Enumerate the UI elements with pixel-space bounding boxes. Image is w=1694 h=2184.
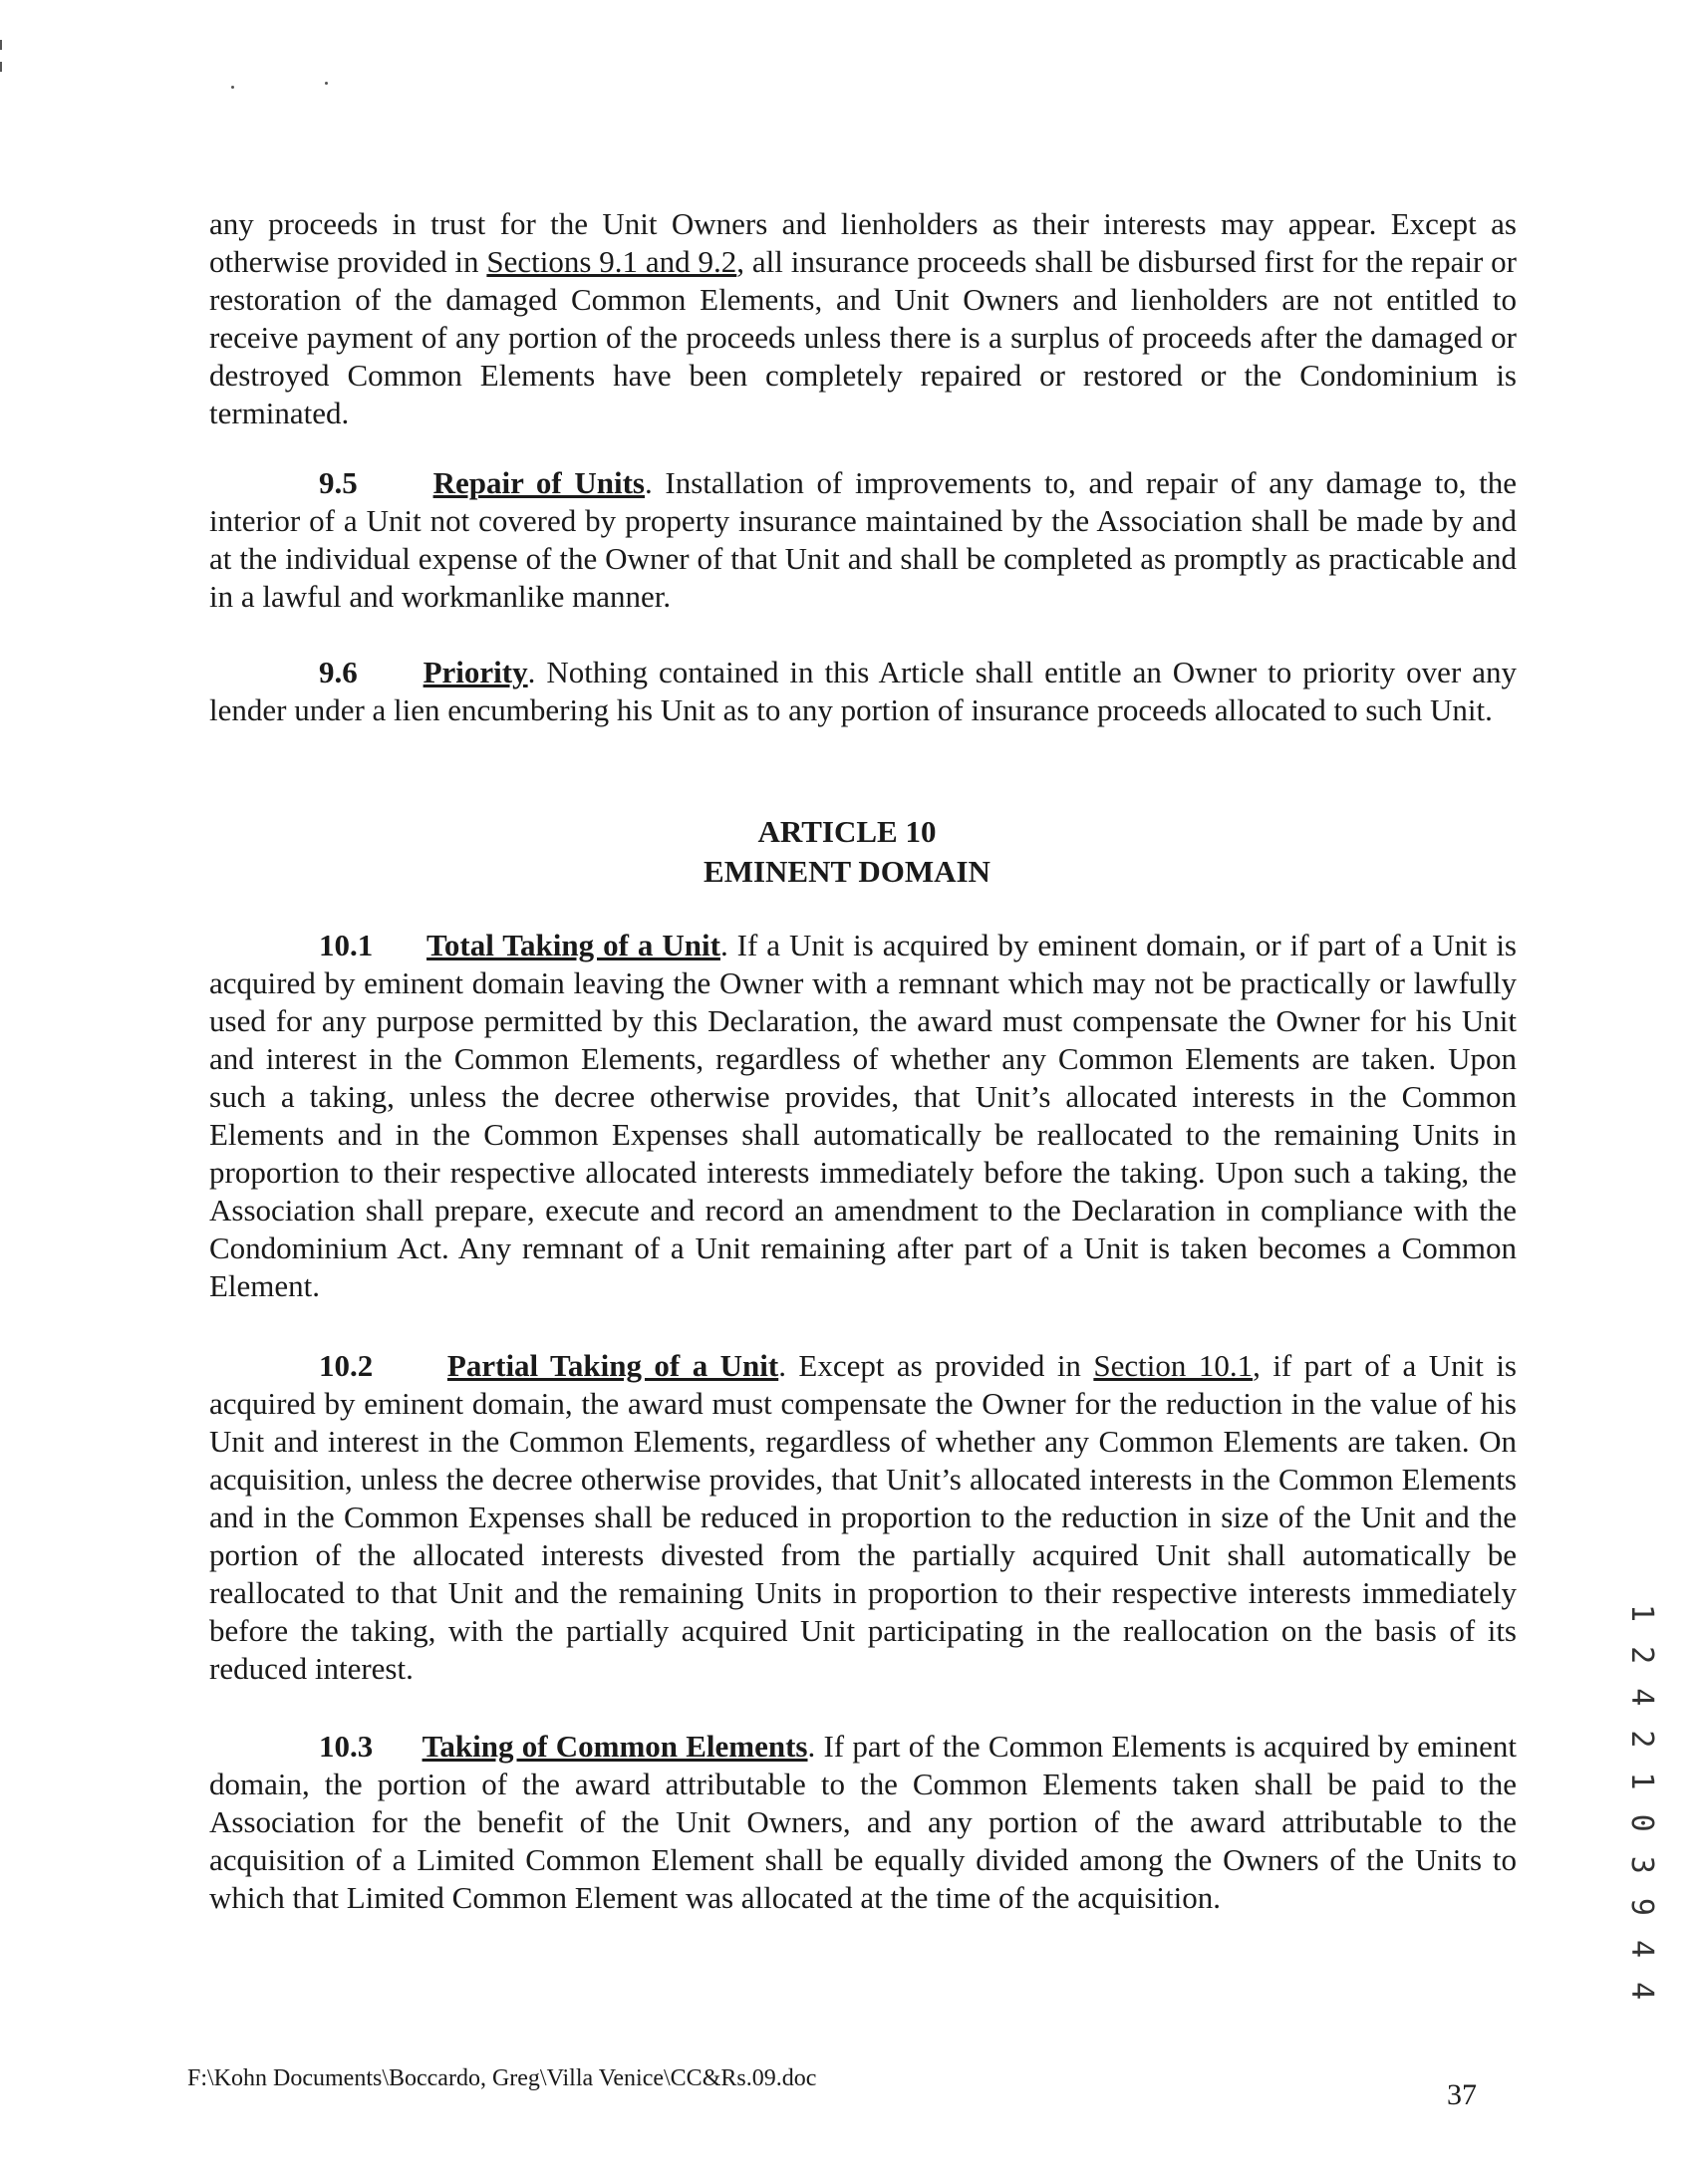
cross-reference-link: Section 10.1 <box>1093 1348 1254 1383</box>
section-number: 10.3 <box>319 1729 374 1764</box>
recording-stamp: 1 2 4 2 1 0 3 9 4 4 <box>1624 1604 1659 2004</box>
footer-file-path: F:\Kohn Documents\Boccardo, Greg\Villa Venice\CC&Rs.09.doc <box>187 2065 817 2091</box>
section-10-2 <box>209 1347 1517 1688</box>
section-text: . Installation of improvements to, and repair of any damage to, the interior of a Unit not covered by property insurance maintained by the Association shall be made by and at the individual expense of the Owner of that Unit and shall be completed as promptly as practicable and in a lawful and workmanlike manner. <box>209 465 1518 614</box>
section-text: . If a Unit is acquired by eminent domain, or if part of a Unit is acquired by eminent domain leaving the Owner with a remnant which may not be practically or lawfully used for any purpose permitted by this Declaration, the award must compensate the Owner for his Unit and interest in the Common Elements, regardless of whether any Common Elements are taken. Upon such a taking, unless the decree otherwise provides, that Unit’s allocated interests in the Common Elements and in the Common Expenses shall automatically be reallocated to the remaining Units in proportion to their respective allocated interests immediately before the taking. Upon such a taking, the Association shall prepare, execute and record an amendment to the Declaration in compliance with the Condominium Act. Any remnant of a Unit remaining after part of a Unit is taken becomes a Common Element. <box>209 928 1517 1303</box>
scan-edge-mark <box>0 62 2 72</box>
paragraph-text: , all insurance proceeds shall be disbursed first for the repair or restoration of the damaged Common Elements, and Unit Owners and lienholders are not entitled to receive payment of any portion of the proceeds unless there is a surplus of proceeds after the damaged or destroyed Common Elements have been completely repaired or restored or the Condominium is terminated. <box>209 244 1518 430</box>
article-number: ARTICLE 10 <box>757 814 937 849</box>
section-heading: Total Taking of a Unit <box>426 928 720 962</box>
section-text: , if part of a Unit is acquired by eminent domain, the award must compensate the Owner for the reduction in the value of his Unit and interest in the Common Elements, regardless of whether any Common Elements are taken. On acquisition, unless the decree otherwise provides, that Unit’s allocated interests in the Common Elements and in the Common Expenses shall be reduced in proportion to the reduction in size of the Unit and the portion of the allocated interests divested from the partially acquired Unit shall automatically be reallocated to that Unit and the remaining Units in proportion to their respective interests immediately before the taking, with the partially acquired Unit participating in the reallocation on the basis of its reduced interest. <box>209 1348 1517 1686</box>
section-9-6 <box>209 654 1517 729</box>
section-heading: Taking of Common Elements <box>422 1729 808 1764</box>
article-title: EMINENT DOMAIN <box>704 854 990 889</box>
page-number: 37 <box>1447 2078 1477 2111</box>
section-heading: Partial Taking of a Unit <box>446 1348 779 1383</box>
section-text: . Except as provided in <box>778 1348 1081 1383</box>
scan-speck <box>325 82 328 85</box>
scan-speck <box>231 86 234 89</box>
paragraph-text: any proceeds in trust for the Unit Owners and lienholders as their interests may appear. Except as otherwise provided in <box>209 206 1517 279</box>
section-text: . Nothing contained in this Article shall entitle an Owner to priority over any lender under a lien encumbering his Unit as to any portion of insurance proceeds allocated to such Unit. <box>209 655 1518 727</box>
section-number: 9.6 <box>319 655 358 689</box>
cross-reference-link: Sections 9.1 and 9.2 <box>486 244 737 279</box>
section-heading: Priority <box>423 655 528 689</box>
scan-edge-mark <box>0 40 2 50</box>
section-10-3 <box>209 1728 1517 1917</box>
paragraph-insurance-proceeds <box>209 205 1517 432</box>
section-9-5 <box>209 464 1517 616</box>
section-text: . If part of the Common Elements is acquired by eminent domain, the portion of the award attributable to the Common Elements taken shall be paid to the Association for the benefit of the Unit Owners, and any portion of the award attributable to the acquisition of a Limited Common Element shall be equally divided among the Owners of the Units to which that Limited Common Element was allocated at the time of the acquisition. <box>209 1729 1517 1915</box>
section-number: 10.2 <box>319 1348 374 1383</box>
section-10-1 <box>209 927 1517 1305</box>
section-number: 9.5 <box>319 465 358 500</box>
section-heading: Repair of Units <box>432 465 645 500</box>
section-number: 10.1 <box>319 928 374 962</box>
